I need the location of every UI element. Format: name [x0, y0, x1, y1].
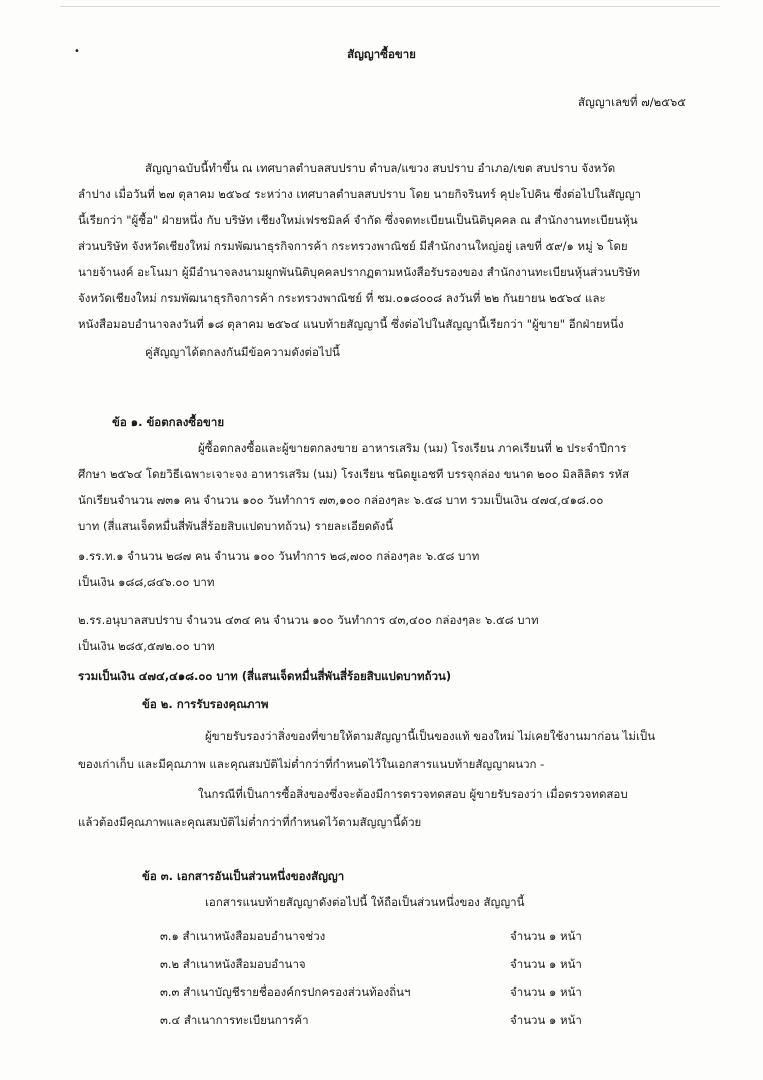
- document-title: สัญญาซื้อขาย: [347, 47, 416, 61]
- attachment-qty: จำนวน ๑ หน้า: [510, 957, 582, 971]
- clause-2-line: แล้วต้องมีคุณภาพและคุณสมบัติไม่ต่ำกว่าที่กำหนดไว้ตามสัญญานี้ด้วย: [78, 815, 422, 829]
- intro-line: คู่สัญญาได้ตกลงกันมีข้อความดังต่อไปนี้: [145, 345, 340, 359]
- clause-1-line: ผู้ซื้อตกลงซื้อและผู้ขายตกลงขาย อาหารเสริม (นม) โรงเรียน ภาคเรียนที่ ๒ ประจำปีการ: [198, 441, 627, 455]
- clause-1-line: ๒.รร.อนุบาลสบปราบ จำนวน ๔๓๔ คน จำนวน ๑๐๐ วันทำการ ๔๓,๔๐๐ กล่องๆละ ๖.๕๘ บาท: [78, 613, 539, 627]
- clause-3-intro: เอกสารแนบท้ายสัญญาดังต่อไปนี้ ให้ถือเป็นส่วนหนึ่งของ สัญญานี้: [205, 895, 525, 909]
- attachment-label: ๓.๔ สำเนาการทะเบียนการค้า: [160, 1013, 309, 1027]
- clause-2-line: ในกรณีที่เป็นการซื้อสิ่งของซึ่งจะต้องมีการตรวจทดสอบ ผู้ขายรับรองว่า เมื่อตรวจทดสอบ: [198, 787, 628, 801]
- intro-line: หนังสือมอบอำนาจลงวันที่ ๑๘ ตุลาคม ๒๕๖๔ แนบท้ายสัญญานี้ ซึ่งต่อไปในสัญญานี้เรียกว่า "ผู้ขาย" อีกฝ่ายหนึ่ง: [78, 317, 624, 331]
- intro-line: ลำปาง เมื่อวันที่ ๒๗ ตุลาคม ๒๕๖๔ ระหว่าง เทศบาลตำบลสบปราบ โดย นายกิจรินทร์ คุปะโปคิน ซึ่งต่อไปในสัญญา: [78, 187, 641, 201]
- clause-1-line: เป็นเงิน ๑๘๘,๘๔๖.๐๐ บาท: [78, 575, 215, 589]
- attachment-label: ๓.๒ สำเนาหนังสือมอบอำนาจ: [160, 957, 306, 971]
- attachment-label: ๓.๓ สำเนาบัญชีรายชื่อองค์กรปกครองส่วนท้องถิ่นฯ: [160, 985, 411, 999]
- clause-3-heading: ข้อ ๓. เอกสารอันเป็นส่วนหนึ่งของสัญญา: [142, 869, 345, 883]
- scan-mark: •: [74, 46, 80, 57]
- clause-1-line: ศึกษา ๒๕๖๔ โดยวิธีเฉพาะเจาะจง อาหารเสริม (นม) โรงเรียน ชนิดยูเอชที บรรจุกล่อง ขนาด ๒๐๐ มิลลิลิตร รหัส: [78, 467, 630, 481]
- clause-1-line: นักเรียนจำนวน ๗๓๑ คน จำนวน ๑๐๐ วันทำการ ๗๓,๑๐๐ กล่องๆละ ๖.๕๘ บาท รวมเป็นเงิน ๔๗๔,๔๑๘.๐๐: [78, 493, 604, 507]
- clause-1-line: เป็นเงิน ๒๘๕,๕๗๒.๐๐ บาท: [78, 639, 215, 653]
- clause-2-heading: ข้อ ๒. การรับรองคุณภาพ: [142, 697, 269, 711]
- clause-2-line: ผู้ขายรับรองว่าสิ่งของที่ขายให้ตามสัญญานี้เป็นของแท้ ของใหม่ ไม่เคยใช้งานมาก่อน ไม่เป็น: [205, 729, 656, 743]
- clause-1-total: รวมเป็นเงิน ๔๗๔,๔๑๘.๐๐ บาท (สี่แสนเจ็ดหมื่นสี่พันสี่ร้อยสิบแปดบาทถ้วน): [78, 669, 452, 683]
- scan-edge-line: [60, 6, 720, 7]
- intro-line: สัญญาฉบับนี้ทำขึ้น ณ เทศบาลตำบลสบปราบ ตำบล/แขวง สบปราบ อำเภอ/เขต สบปราบ จังหวัด: [145, 161, 616, 175]
- intro-line: จังหวัดเชียงใหม่ กรมพัฒนาธุรกิจการค้า กระทรวงพาณิชย์ ที่ ชม.๐๑๘๐๐๘ ลงวันที่ ๒๒ กันยายน ๒๕๖๔ และ: [78, 291, 606, 305]
- intro-line: ส่วนบริษัท จังหวัดเชียงใหม่ กรมพัฒนาธุรกิจการค้า กระทรวงพาณิชย์ มีสำนักงานใหญ่อยู่ เลขที่ ๕๙/๑ หมู่ ๖ โดย: [78, 239, 628, 253]
- clause-1-line: บาท (สี่แสนเจ็ดหมื่นสี่พันสี่ร้อยสิบแปดบาทถ้วน) รายละเอียดดังนี้: [78, 519, 394, 533]
- intro-line: นายจ้านงค์ อะโนมา ผู้มีอำนาจลงนามผูกพันนิติบุคคลปรากฏตามหนังสือรับรองของ สำนักงานทะเบียนหุ้นส่วนบริษัท: [78, 265, 640, 279]
- clause-1-heading: ข้อ ๑. ข้อตกลงซื้อขาย: [112, 415, 225, 429]
- intro-line: นี้เรียกว่า "ผู้ซื้อ" ฝ่ายหนึ่ง กับ บริษัท เชียงใหม่เฟรชมิลค์ จำกัด ซึ่งจดทะเบียนเป็นนิติบุคคล ณ สำนักงานทะเบียนหุ้น: [78, 213, 638, 227]
- attachment-qty: จำนวน ๑ หน้า: [510, 929, 582, 943]
- clause-2-line: ของเก่าเก็บ และมีคุณภาพ และคุณสมบัติไม่ต่ำกว่าที่กำหนดไว้ในเอกสารแนบท้ายสัญญาผนวก -: [78, 757, 545, 771]
- attachment-qty: จำนวน ๑ หน้า: [510, 1013, 582, 1027]
- attachment-label: ๓.๑ สำเนาหนังสือมอบอำนาจช่วง: [160, 929, 326, 943]
- contract-number: สัญญาเลขที่ ๗/๒๕๖๕: [578, 95, 686, 109]
- clause-1-line: ๑.รร.ท.๑ จำนวน ๒๘๗ คน จำนวน ๑๐๐ วันทำการ ๒๘,๗๐๐ กล่องๆละ ๖.๕๘ บาท: [78, 549, 480, 563]
- attachment-qty: จำนวน ๑ หน้า: [510, 985, 582, 999]
